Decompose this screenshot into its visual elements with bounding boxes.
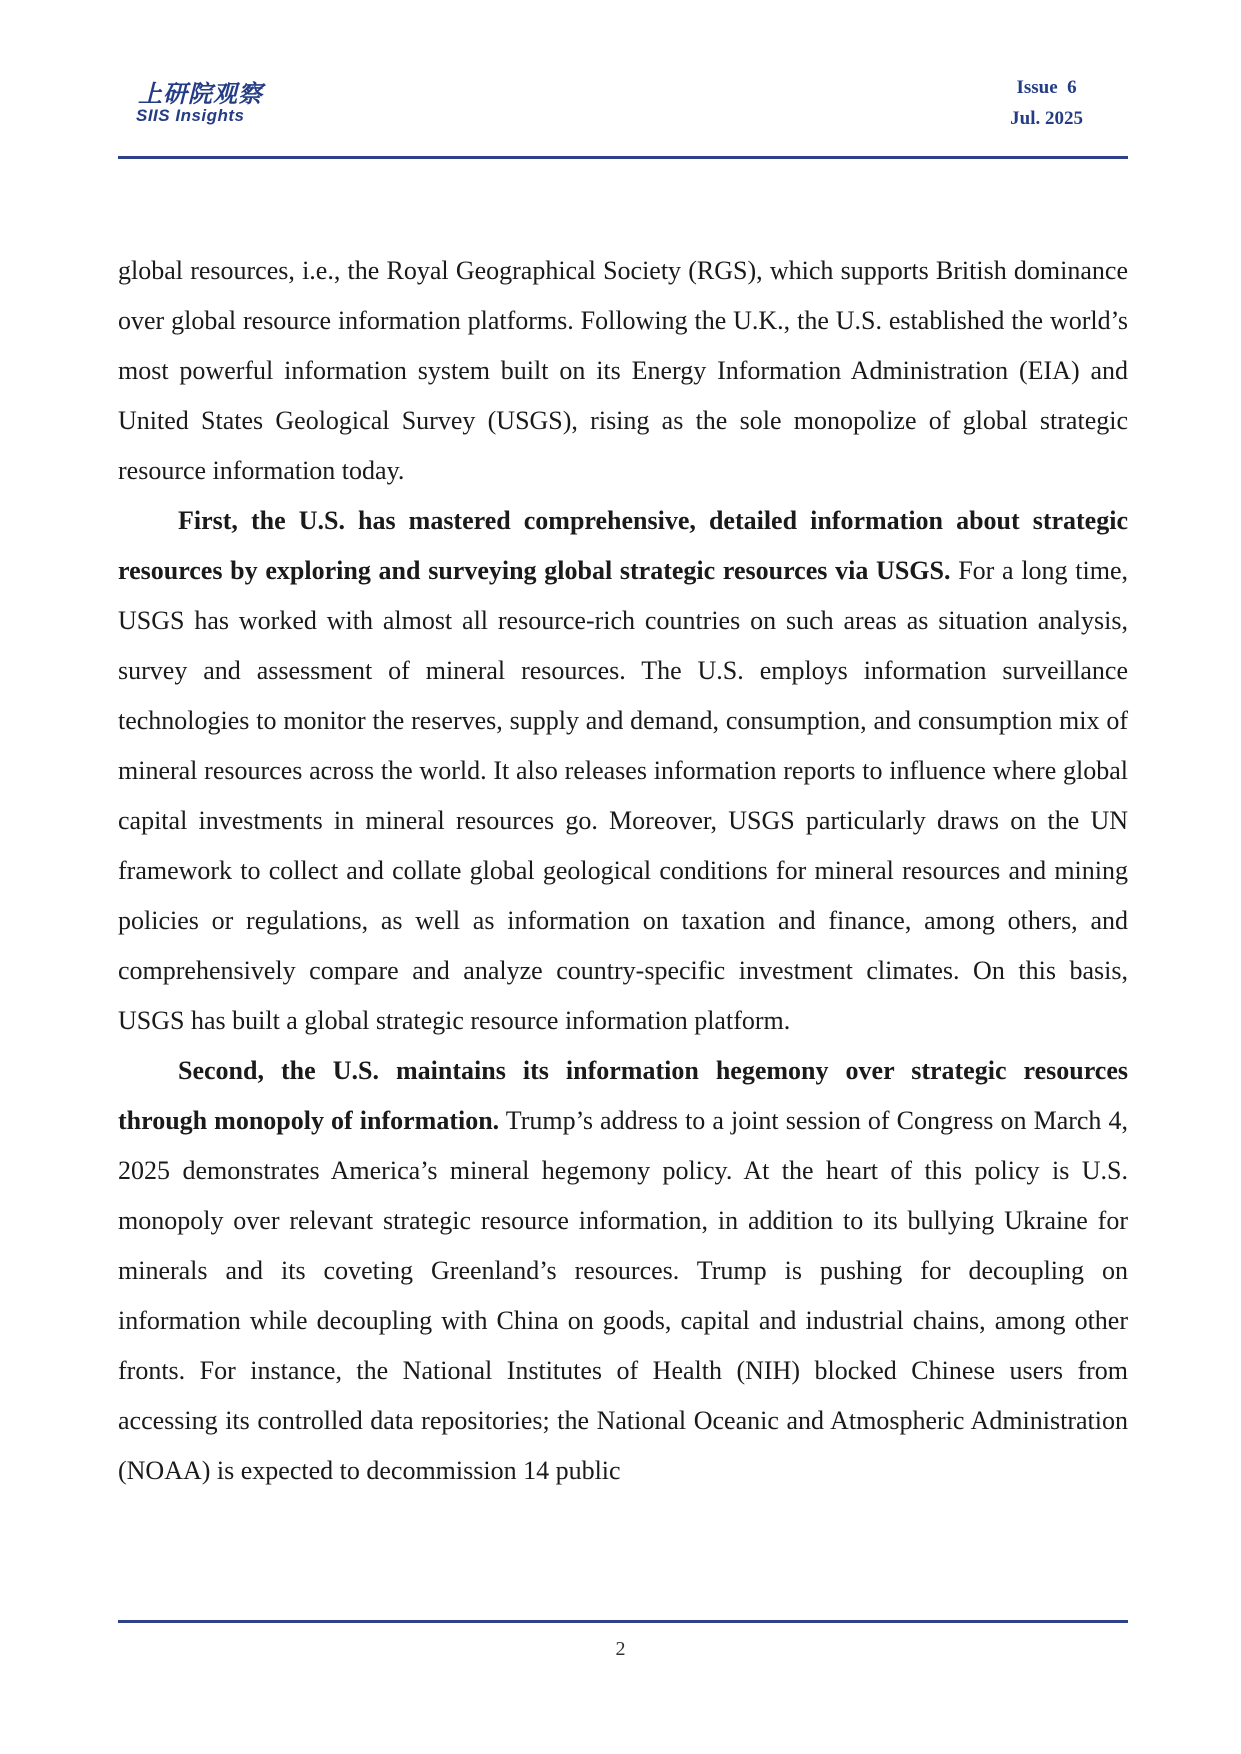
logo-chinese-title: 上研院观察 [138,79,263,108]
footer-divider [118,1620,1128,1623]
paragraph-3-text: Trump’s address to a joint session of Congress on March 4, 2025 demonstrates America’s mineral hegemony policy. At the heart of this policy is U.S. monopoly over relevant strategic resource information, in addition to its bullying Ukraine for minerals and its coveting Greenland’s resources. Trump is pushing for decoupling on information while decoupling with China on goods, capital and industrial chains, among other fronts. For instance, the National Institutes of Health (NIH) blocked Chinese users from accessing its controlled data repositories; the National Oceanic and Atmospheric Administration (NOAA) is expected to decommission 14 public [118,1106,1128,1485]
paragraph-3-lead: Second, the U.S. maintains its information hegemony over strategic resources through monopoly of information. [118,1056,1128,1135]
paragraph-3 [118,1046,1128,1496]
page-number: 2 [615,1638,626,1660]
header-divider [118,156,1128,159]
paragraph-2-text: For a long time, USGS has worked with almost all resource-rich countries on such areas as situation analysis, survey and assessment of mineral resources. The U.S. employs information surveillance technologies to monitor the reserves, supply and demand, consumption, and consumption mix of mineral resources across the world. It also releases information reports to influence where global capital investments in mineral resources go. Moreover, USGS particularly draws on the UN framework to collect and collate global geological conditions for mineral resources and mining policies or regulations, as well as information on taxation and finance, among others, and comprehensively compare and analyze country-specific investment climates. On this basis, USGS has built a global strategic resource information platform. [118,556,1128,1035]
article-body [118,246,1128,1496]
issue-number: Issue 6 [1016,77,1077,98]
paragraph-2 [118,496,1128,1046]
paragraph-1: global resources, i.e., the Royal Geographical Society (RGS), which supports British dominance over global resource information platforms. Following the U.K., the U.S. established the world’s most powerful information system built on its Energy Information Administration (EIA) and United States Geological Survey (USGS), rising as the sole monopolize of global strategic resource information today. [118,256,1128,485]
logo-english-title: SIIS Insights [136,106,245,125]
issue-info [1010,72,1083,134]
paragraph-2-lead: First, the U.S. has mastered comprehensive, detailed information about strategic resources by exploring and surveying global strategic resources via USGS. [118,506,1128,585]
issue-date: Jul. 2025 [1010,108,1083,129]
page-header [118,64,1128,164]
